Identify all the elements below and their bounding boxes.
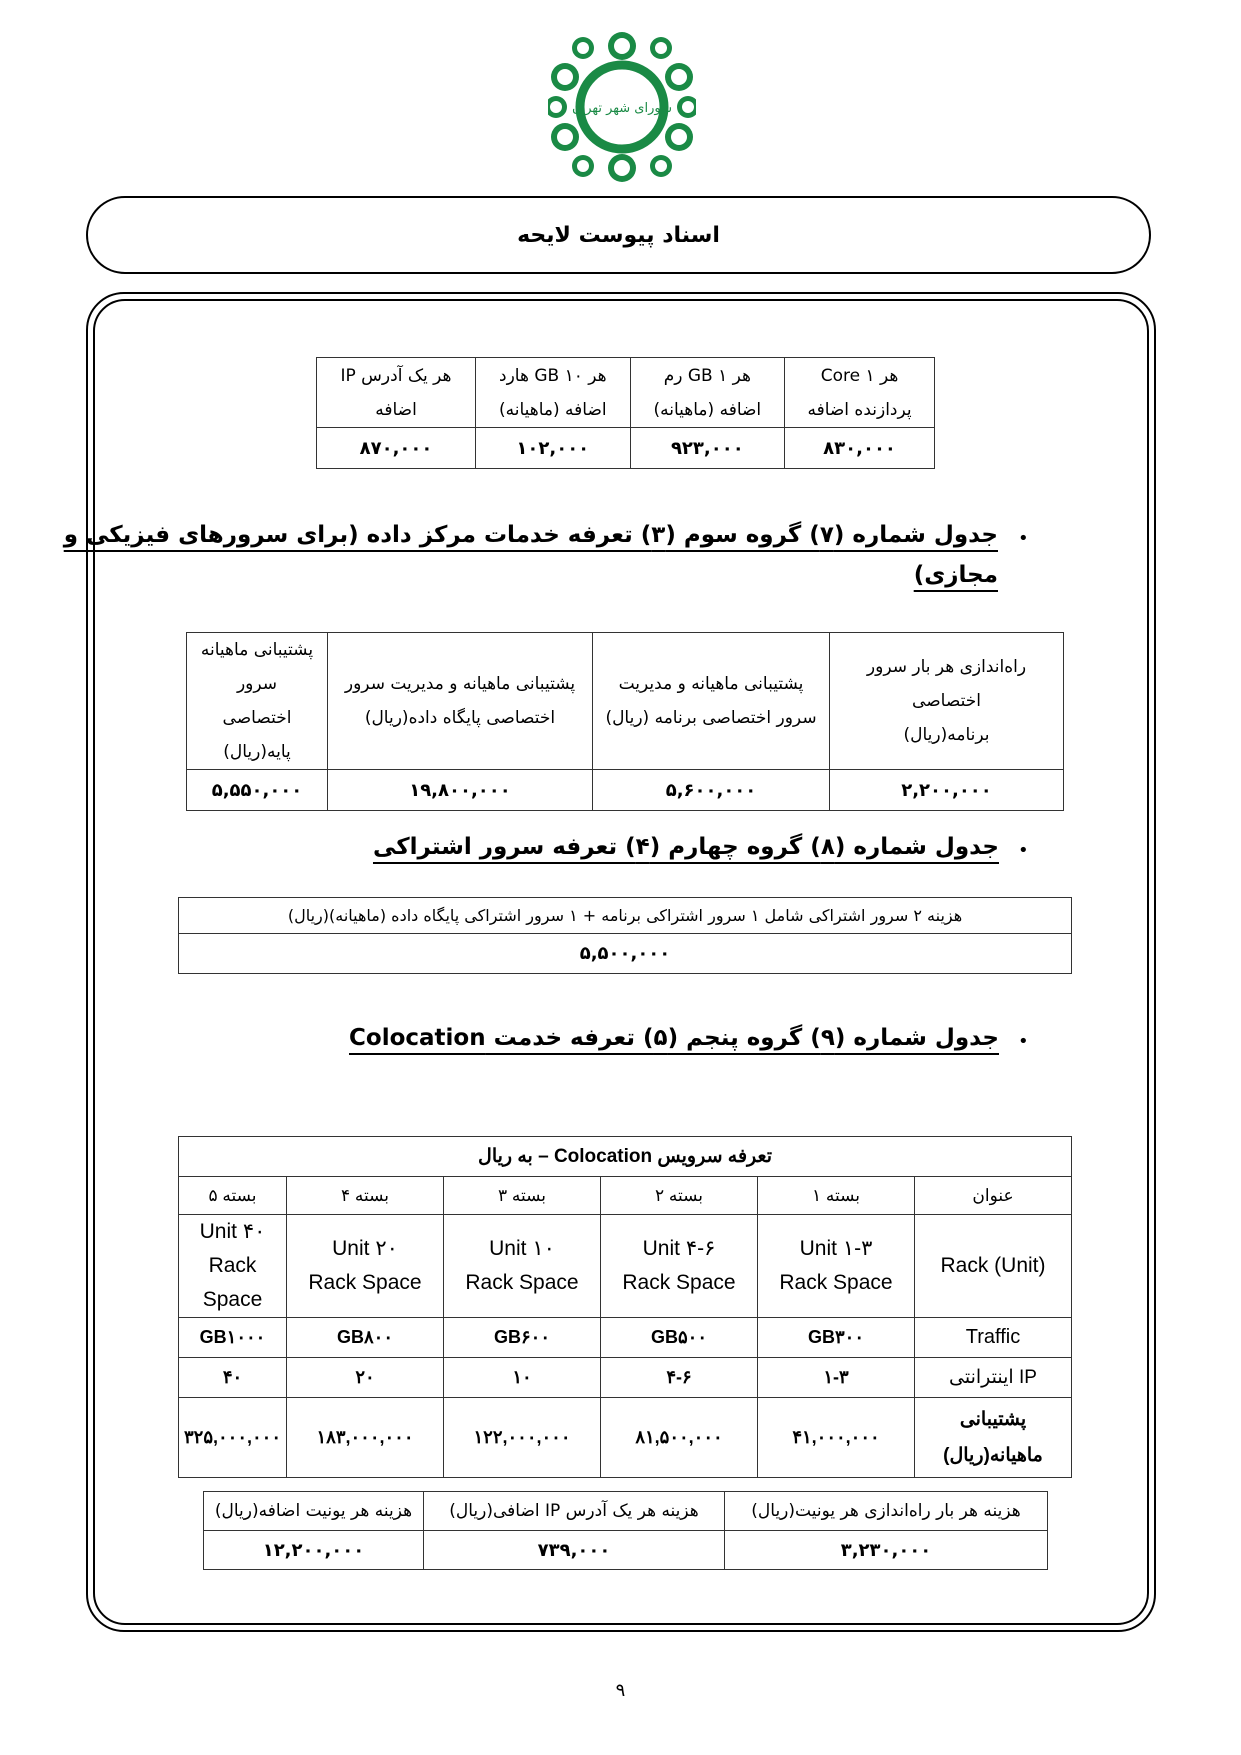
table9-heading: جدول شماره (۹) گروه پنجم (۵) تعرفه خدمت Colocation [349, 1025, 999, 1051]
support-pkg3: ۱۲۲,۰۰۰,۰۰۰ [444, 1398, 601, 1478]
extras-value-cpu: ۸۳۰,۰۰۰ [785, 428, 935, 469]
unit-cost-value-ip: ۷۳۹,۰۰۰ [424, 1531, 725, 1570]
unit-cost-header-setup: هزینه هر بار راه‌اندازی هر یونیت(ریال) [725, 1492, 1048, 1531]
col-header-pkg4: بسته ۴ [287, 1177, 444, 1215]
table-row [179, 1398, 1072, 1478]
table7 [186, 632, 1064, 811]
table8-value: ۵,۵۰۰,۰۰۰ [179, 934, 1072, 974]
bullet-table8: • [1018, 840, 1029, 861]
table7-value-db-support: ۱۹,۸۰۰,۰۰۰ [328, 770, 593, 811]
extras-table [316, 357, 935, 469]
table7-header-base-support: پشتیبانی ماهیانه سرور اختصاصی پایه(ریال) [187, 633, 328, 770]
extras-header-ip: هر یک آدرس IP اضافه [317, 358, 476, 428]
tehran-city-council-logo-icon [548, 32, 696, 182]
row-label-support: پشتیبانی ماهیانه(ریال) [915, 1398, 1072, 1478]
table8 [178, 897, 1072, 974]
unit-cost-value-extra-unit: ۱۲,۲۰۰,۰۰۰ [204, 1531, 424, 1570]
colocation-caption: تعرفه سرویس Colocation – به ریال [179, 1137, 1072, 1177]
col-header-pkg2: بسته ۲ [601, 1177, 758, 1215]
extras-header-disk: هر GB ۱۰ هارد اضافه (ماهیانه) [476, 358, 631, 428]
bullet-table7: • [1018, 528, 1029, 549]
unit-cost-header-ip: هزینه هر یک آدرس IP اضافی(ریال) [424, 1492, 725, 1531]
support-pkg5: ۳۲۵,۰۰۰,۰۰۰ [179, 1398, 287, 1478]
extras-value-ip: ۸۷۰,۰۰۰ [317, 428, 476, 469]
ip-pkg5: ۴۰ [179, 1358, 287, 1398]
row-label-ip: IP اینترانتی [915, 1358, 1072, 1398]
header-title: اسناد پیوست لایحه [517, 222, 720, 248]
extras-value-ram: ۹۲۳,۰۰۰ [630, 428, 785, 469]
row-label-rack: Rack (Unit) [915, 1215, 1072, 1318]
table7-heading [63, 522, 998, 588]
rack-pkg2: ۴-۶ Unit Rack Space [601, 1215, 758, 1318]
table-row [179, 1215, 1072, 1318]
ip-pkg1: ۱-۳ [758, 1358, 915, 1398]
extras-header-ram: هر GB ۱ رم اضافه (ماهیانه) [630, 358, 785, 428]
table7-header-db-support: پشتیبانی ماهیانه و مدیریت سرور اختصاصی پایگاه داده(ریال) [328, 633, 593, 770]
unit-costs-table [203, 1491, 1048, 1570]
support-pkg4: ۱۸۳,۰۰۰,۰۰۰ [287, 1398, 444, 1478]
table8-header: هزینه ۲ سرور اشتراکی شامل ۱ سرور اشتراکی برنامه + ۱ سرور اشتراکی پایگاه داده (ماهیانه)(ریال) [179, 898, 1072, 934]
colocation-table [178, 1136, 1072, 1478]
unit-cost-value-setup: ۳,۲۳۰,۰۰۰ [725, 1531, 1048, 1570]
table-row [179, 1318, 1072, 1358]
ip-pkg4: ۲۰ [287, 1358, 444, 1398]
table7-value-app-support: ۵,۶۰۰,۰۰۰ [593, 770, 830, 811]
extras-value-disk: ۱۰۲,۰۰۰ [476, 428, 631, 469]
col-header-pkg5: بسته ۵ [179, 1177, 287, 1215]
row-label-traffic: Traffic [915, 1318, 1072, 1358]
col-header-pkg1: بسته ۱ [758, 1177, 915, 1215]
traffic-pkg3: GB۶۰۰ [444, 1318, 601, 1358]
table7-value-base-support: ۵,۵۵۰,۰۰۰ [187, 770, 328, 811]
extras-header-cpu: هر Core ۱ پردازنده اضافه [785, 358, 935, 428]
traffic-pkg2: GB۵۰۰ [601, 1318, 758, 1358]
bullet-table9: • [1018, 1031, 1029, 1052]
page-number: ۹ [615, 1680, 626, 1701]
ip-pkg2: ۴-۶ [601, 1358, 758, 1398]
col-header-pkg3: بسته ۳ [444, 1177, 601, 1215]
ip-pkg3: ۱۰ [444, 1358, 601, 1398]
table-row [179, 1358, 1072, 1398]
rack-pkg3: ۱۰ Unit Rack Space [444, 1215, 601, 1318]
header-banner [86, 196, 1151, 274]
rack-pkg1: ۱-۳ Unit Rack Space [758, 1215, 915, 1318]
traffic-pkg4: GB۸۰۰ [287, 1318, 444, 1358]
table8-heading: جدول شماره (۸) گروه چهارم (۴) تعرفه سرور اشتراکی [372, 834, 999, 860]
col-header-title: عنوان [915, 1177, 1072, 1215]
support-pkg2: ۸۱,۵۰۰,۰۰۰ [601, 1398, 758, 1478]
table7-header-app-support: پشتیبانی ماهیانه و مدیریت سرور اختصاصی برنامه (ریال) [593, 633, 830, 770]
table7-heading-line2: مجازی) [913, 562, 998, 588]
table7-heading-line1: جدول شماره (۷) گروه سوم (۳) تعرفه خدمات مرکز داده (برای سرورهای فیزیکی و [63, 522, 998, 548]
rack-pkg5: ۴۰ Unit Rack Space [179, 1215, 287, 1318]
traffic-pkg1: GB۳۰۰ [758, 1318, 915, 1358]
unit-cost-header-extra-unit: هزینه هر یونیت اضافه(ریال) [204, 1492, 424, 1531]
table7-header-setup: راه‌اندازی هر بار سرور اختصاصی برنامه(ریال) [830, 633, 1064, 770]
rack-pkg4: ۲۰ Unit Rack Space [287, 1215, 444, 1318]
table7-value-setup: ۲,۲۰۰,۰۰۰ [830, 770, 1064, 811]
traffic-pkg5: GB۱۰۰۰ [179, 1318, 287, 1358]
support-pkg1: ۴۱,۰۰۰,۰۰۰ [758, 1398, 915, 1478]
logo-text: شورای شهر تهران [572, 101, 672, 116]
